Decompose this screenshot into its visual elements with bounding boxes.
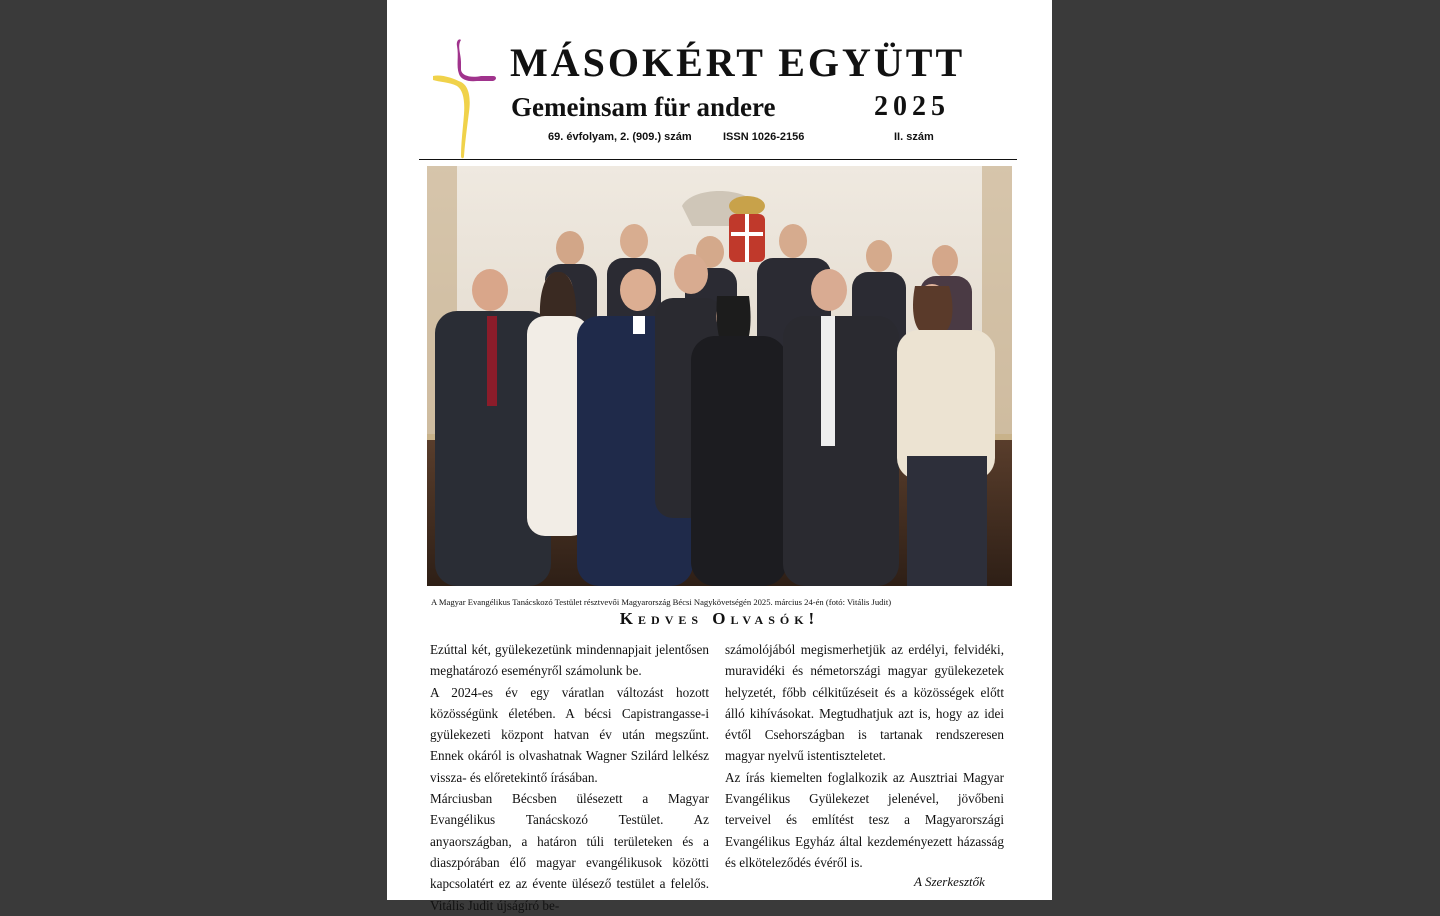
article-heading: Kedves Olvasók! <box>619 609 820 628</box>
article-column-right <box>725 639 1004 873</box>
article-paragraph: Az írás kiemelten foglalkozik az Ausztriai Magyar Evangélikus Gyülekezet jelenével, jövőbeni terveivel és említést tesz a Magyarországi Evangélikus Egyház által kezdeményezett házasság és elköteleződés évéről is. <box>725 769 1004 870</box>
masthead-divider <box>419 159 1017 160</box>
document-page <box>387 0 1052 913</box>
article-paragraph: A 2024-es év egy váratlan változást hozott közösségünk életében. A bécsi Capistrangasse-i gyülekezeti központ hatvan év után megszűnt. Ennek okáról is olvashatnak Wagner Szilárd lelkész vissza- és előretekintő írásában. <box>430 684 709 785</box>
newsletter-year: 2025 <box>874 91 950 122</box>
volume-info: 69. évfolyam, 2. (909.) szám <box>548 131 692 143</box>
editor-signature: A Szerkesztők <box>914 874 985 889</box>
issue-number: II. szám <box>894 131 934 143</box>
newsletter-subtitle: Gemeinsam für andere <box>511 92 776 122</box>
church-cross-logo-icon <box>431 38 501 160</box>
article-paragraph: Márciusban Bécsben ülésezett a Magyar Evangélikus Tanácskozó Testület. Az anyaországban, a határon túli területeken és a diaszpórában élő magyar evangélikusok közötti kapcsolatért ez az évente ülésező testület a felelős. Vitális Judit újságíró be- <box>430 791 709 913</box>
issn-info: ISSN 1026-2156 <box>723 131 805 143</box>
article-column-left <box>430 639 709 916</box>
newsletter-title: MÁSOKÉRT EGYÜTT <box>510 40 966 85</box>
photo-caption: A Magyar Evangélikus Tanácskozó Testület résztvevői Magyarország Bécsi Nagykövetségén 2025. március 24-én (fotó: Vitális Judit) <box>431 597 892 607</box>
article-paragraph: számolójából megismerhetjük az erdélyi, felvidéki, muravidéki és németországi magyar gyülekezetek helyzetét, főbb célkitűzéseit és a közösségek előtt álló kihívásokat. Megtudhatjuk azt is, hogy az idei évtől Csehországban is tartanak rendszeresen magyar nyelvű istentiszteletet. <box>725 642 1004 764</box>
group-photo <box>427 166 1012 586</box>
article-paragraph: Ezúttal két, gyülekezetünk mindennapjait jelentősen meghatározó eseményről számolunk be. <box>430 642 709 679</box>
